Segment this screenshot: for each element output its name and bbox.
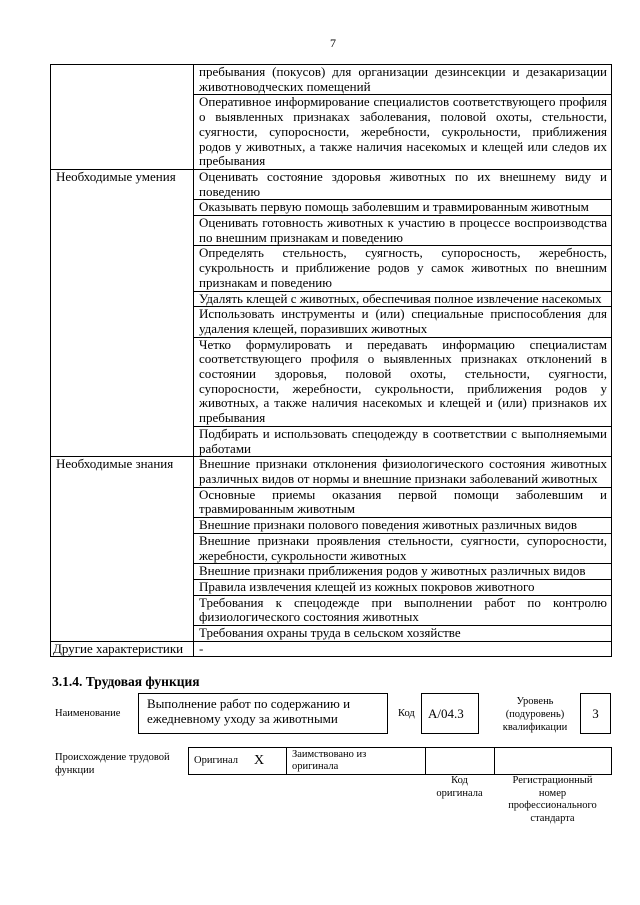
page-number: 7 [330, 36, 336, 50]
qualification-level-label: Уровень (подуровень) квалификации [502, 696, 568, 734]
registration-number-caption: Регистрационный номер профессионального стандарта [508, 775, 597, 824]
table-row [189, 748, 612, 775]
knowledge-item: Внешние признаки приближения родов у животных различных видов [194, 564, 612, 580]
table-row [51, 641, 612, 657]
other-characteristics-label: Другие характеристики [51, 641, 194, 657]
other-characteristics-value: - [194, 641, 612, 657]
qualification-level-value: 3 [580, 693, 611, 734]
knowledge-item: Внешние признаки отклонения физиологического состояния животных различных видов от нормы и внешние признаки заболеваний животных [194, 457, 612, 487]
skill-item: Оценивать готовность животных к участию в процессе воспроизводства по внешним признакам и поведению [194, 216, 612, 246]
origin-original-label: Оригинал [194, 755, 238, 767]
origin-table [188, 747, 612, 775]
skill-item: Подбирать и использовать спецодежду в соответствии с выполняемыми работами [194, 426, 612, 456]
requirements-table [50, 64, 612, 657]
skills-label: Необходимые умения [51, 169, 194, 456]
skill-item: Определять стельность, суягность, супоросность, жеребность, сукрольность и приближение родов у самок животных по внешним признакам и поведению [194, 246, 612, 291]
skill-item: Четко формулировать и передавать информацию специалистам соответствующего профиля о выявленных признаках отклонений в состоянии здоровья, половой охоты, стельности, суягности, супоросности, жеребности, сукрольности, приближения родов у животных, а также наличия насекомых и клещей и (или) признаков их пребывания [194, 337, 612, 426]
knowledge-item: Внешние признаки полового поведения животных различных видов [194, 518, 612, 534]
section-heading: 3.1.4. Трудовая функция [52, 674, 200, 690]
code-label: Код [398, 708, 415, 720]
knowledge-label: Необходимые знания [51, 457, 194, 641]
knowledge-item: Основные приемы оказания первой помощи заболевшим и травмированным животным [194, 487, 612, 517]
name-value: Выполнение работ по содержанию и ежедневному уходу за животными [138, 693, 388, 734]
skill-item: Использовать инструменты и (или) специальные приспособления для удаления клещей, поразивших животных [194, 307, 612, 337]
knowledge-item: Требования охраны труда в сельском хозяйстве [194, 626, 612, 642]
origin-label: Происхождение трудовой функции [55, 752, 170, 777]
skill-item: Оценивать состояние здоровья животных по их внешнему виду и поведению [194, 169, 612, 199]
empty-label-cell [51, 65, 194, 170]
origin-original-mark: X [254, 753, 265, 769]
origin-section [50, 747, 611, 827]
table-row [51, 169, 612, 199]
continuation-item: пребывания (покусов) для организации дезинсекции и дезакаризации животноводческих помещений [194, 65, 612, 95]
table-row [51, 457, 612, 487]
origin-borrowed-cell [287, 748, 426, 775]
name-label: Наименование [55, 708, 121, 720]
origin-borrowed-label: Заимствовано из оригинала [292, 749, 367, 773]
origin-original-cell [189, 748, 287, 775]
labor-function-header [50, 693, 611, 735]
skill-item: Оказывать первую помощь заболевшим и травмированным животным [194, 200, 612, 216]
original-code-caption: Код оригинала [436, 775, 483, 799]
knowledge-item: Правила извлечения клещей из кожных покровов животного [194, 579, 612, 595]
knowledge-item: Внешние признаки проявления стельности, суягности, супоросности, жеребности, сукрольности животных [194, 533, 612, 563]
original-code-cell [426, 748, 495, 775]
code-value: А/04.3 [421, 693, 479, 734]
continuation-item: Оперативное информирование специалистов соответствующего профиля о выявленных признаках заболевания, половой охоты, стельности, суягности, супоросности, жеребности, сукрольности, приближения родов у животных, а также наличия насекомых и клещей или следов их пребывания [194, 95, 612, 170]
page-content [50, 64, 611, 827]
knowledge-item: Требования к спецодежде при выполнении работ по контролю физиологического состояния животных [194, 595, 612, 625]
skill-item: Удалять клещей с животных, обеспечивая полное извлечение насекомых [194, 291, 612, 307]
registration-number-cell [495, 748, 612, 775]
table-row [51, 65, 612, 95]
